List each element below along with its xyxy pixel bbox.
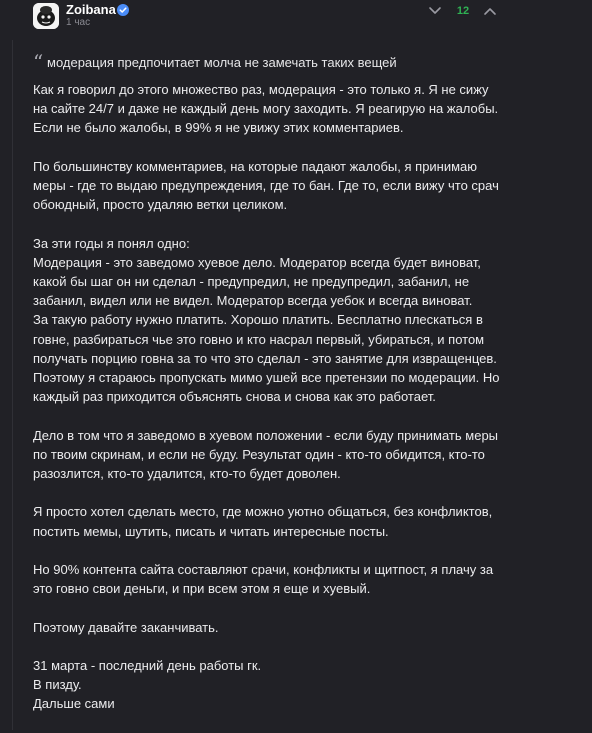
text-line: это говно свои деньги, и при всем этом я еще и хуевый. (33, 581, 371, 597)
author-name[interactable]: Zoibana (66, 2, 116, 17)
text-line: забанил, видел или не видел. Модератор всегда уебок и всегда виноват. (33, 293, 473, 309)
text-line: говне, разбираться чье это говно и кто насрал первый, убираться, и потом (33, 331, 485, 347)
chevron-up-icon (482, 4, 498, 18)
text-line: по твоим скринам, и если не буду. Результат один - кто-то обидится, кто-то (33, 446, 485, 462)
text-line: постить мемы, шутить, писать и читать интересные посты. (33, 523, 389, 539)
comment-paragraph (33, 157, 581, 215)
text-line: каждый раз приходится объяснять снова и снова как это работает. (33, 389, 436, 405)
text-line: обоюдный, просто удаляю ветки целиком. (33, 197, 288, 213)
text-line: разозлится, кто-то удалится, кто-то будет доволен. (33, 466, 341, 482)
comment-paragraph (33, 656, 581, 714)
downvote-button[interactable] (427, 4, 443, 18)
text-line: Дальше сами (33, 696, 115, 712)
text-line: Как я говорил до этого множество раз, модерация - это только я. Я не сижу (33, 82, 489, 97)
quote-text: модерация предпочитает молча не замечать таких вещей (47, 55, 397, 70)
verified-icon (117, 3, 129, 15)
text-line: За эти годы я понял одно: (33, 235, 190, 251)
text-line: За такую работу нужно платить. Хорошо платить. Бесплатно плескаться в (33, 312, 483, 328)
text-line: меры - где то выдаю предупреждения, где то бан. Где то, если вижу что срач (33, 178, 499, 193)
upvote-button[interactable] (482, 4, 498, 18)
comment-timestamp[interactable]: 1 час (66, 17, 91, 28)
text-line: Модерация - это заведомо хуевое дело. Модератор всегда будет виноват, (33, 254, 481, 270)
text-line: какой бы шаг он ни сделал - предупредил, не предупредил, забанил, не (33, 274, 470, 289)
comment-body (33, 80, 581, 733)
text-line: получать порцию говна за то что это сделал - это занятие для извращенцев. (33, 350, 497, 366)
comment-paragraph (33, 618, 581, 637)
text-line: В пизду. (33, 677, 82, 693)
quote-mark-icon: “ (33, 50, 44, 74)
comment-paragraph (33, 426, 581, 484)
comment-paragraph (33, 80, 581, 138)
text-line: 31 марта - последний день работы гк. (33, 657, 262, 673)
chevron-down-icon (427, 4, 443, 18)
quote-block (33, 52, 573, 74)
text-line: Если не было жалобы, в 99% я не увижу этих комментариев. (33, 120, 404, 136)
thread-line (12, 40, 13, 730)
comment-paragraph (33, 560, 581, 598)
text-line: Но 90% контента сайта составляют срачи, конфликты и щитпост, я плачу за (33, 562, 494, 577)
text-line: Дело в том что я заведомо в хуевом положении - если буду принимать меры (33, 427, 499, 443)
comment-paragraph (33, 234, 581, 407)
text-line: Я просто хотел сделать место, где можно уютно общаться, без конфликтов, (33, 504, 493, 520)
comment-paragraph (33, 502, 581, 540)
text-line: Поэтому давайте заканчивать. (33, 619, 219, 635)
comment-header (0, 0, 592, 32)
rating-count: 12 (456, 5, 470, 17)
avatar[interactable] (33, 3, 59, 29)
text-line: Поэтому я стараюсь пропускать мимо ушей все претензии по модерации. Но (33, 370, 500, 386)
text-line: По большинству комментариев, на которые падают жалобы, я принимаю (33, 158, 478, 174)
text-line: на сайте 24/7 и даже не каждый день могу заходить. Я реагирую на жалобы. (33, 101, 499, 117)
